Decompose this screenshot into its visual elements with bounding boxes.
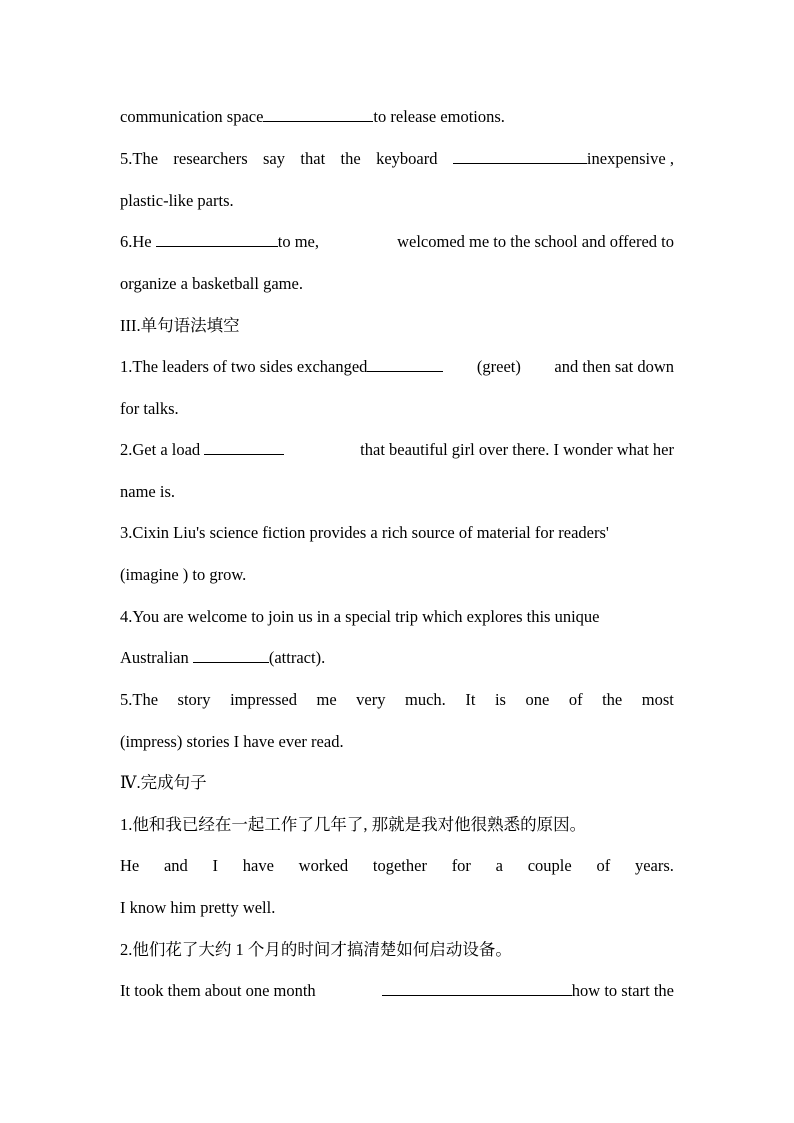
text: 2.他们花了大约 1 个月的时间才搞清楚如何启动设备。 <box>120 940 512 959</box>
text-line <box>120 439 674 461</box>
text-line <box>120 647 674 669</box>
text: 1.The leaders of two sides exchanged <box>120 357 368 376</box>
answer-blank[interactable] <box>263 106 373 122</box>
word: have <box>242 856 274 875</box>
text: 3.Cixin Liu's science fiction provides a rich source of material for readers' <box>120 523 609 542</box>
word: couple <box>527 856 572 875</box>
text: inexpensive , <box>586 149 674 168</box>
text-line <box>120 980 674 1002</box>
word: story <box>177 690 211 709</box>
text: researchers <box>173 149 248 168</box>
text: welcomed me to the school and offered to <box>397 232 674 251</box>
word: is <box>494 690 506 709</box>
word: of <box>568 690 583 709</box>
word: me <box>316 690 337 709</box>
text: I know him pretty well. <box>120 898 276 917</box>
text: (imagine ) to grow. <box>120 565 247 584</box>
word: for <box>451 856 471 875</box>
text-line <box>120 148 674 170</box>
word: I <box>212 856 219 875</box>
text: for talks. <box>120 399 179 418</box>
word: very <box>356 690 386 709</box>
word: worked <box>298 856 349 875</box>
word: of <box>596 856 611 875</box>
text: 1.他和我已经在一起工作了几年了, 那就是我对他很熟悉的原因。 <box>120 815 587 834</box>
answer-blank[interactable] <box>156 231 278 247</box>
text-line <box>120 731 674 753</box>
section-heading <box>120 315 674 337</box>
text-with-blank <box>120 231 319 253</box>
text-line <box>120 606 674 628</box>
text-line <box>120 398 674 420</box>
text-with-blank <box>120 439 284 461</box>
text: Australian <box>120 648 189 667</box>
text: how to start the <box>571 981 674 1000</box>
text: III.单句语法填空 <box>120 316 240 335</box>
text: (attract). <box>268 648 326 667</box>
text: 2.Get a load <box>120 440 201 459</box>
word: 5.The <box>120 690 159 709</box>
text-line <box>120 897 674 919</box>
text: to me, <box>277 232 319 251</box>
answer-blank[interactable] <box>193 647 269 663</box>
text-line <box>120 814 674 836</box>
text-line <box>120 939 674 961</box>
text-line <box>120 190 674 212</box>
word: together <box>372 856 427 875</box>
text: communication space <box>120 107 264 126</box>
text: and then sat down <box>554 357 674 376</box>
word: impressed <box>230 690 297 709</box>
text: 6.He <box>120 232 152 251</box>
word: It <box>465 690 476 709</box>
text: Ⅳ.完成句子 <box>120 773 207 792</box>
word: He <box>120 856 140 875</box>
text-with-blank <box>382 980 674 1002</box>
text: keyboard <box>376 149 438 168</box>
text: 4.You are welcome to join us in a special trip which explores this unique <box>120 607 600 626</box>
text: that beautiful girl over there. I wonder what her <box>360 440 674 459</box>
word: the <box>602 690 623 709</box>
text-line <box>120 273 674 295</box>
text-line <box>120 481 674 503</box>
word: and <box>163 856 188 875</box>
text: say <box>263 149 286 168</box>
text: (greet) <box>476 357 521 376</box>
text-line <box>120 231 674 253</box>
word: most <box>641 690 674 709</box>
text-line <box>120 356 674 378</box>
text-line <box>120 106 674 128</box>
text: name is. <box>120 482 175 501</box>
text-line <box>120 855 674 877</box>
answer-blank[interactable] <box>367 356 443 372</box>
text: to release emotions. <box>373 107 505 126</box>
word: much. <box>405 690 446 709</box>
text: plastic-like parts. <box>120 191 234 210</box>
text: organize a basketball game. <box>120 274 303 293</box>
answer-blank[interactable] <box>453 148 587 164</box>
text: 5.The <box>120 149 159 168</box>
section-heading <box>120 772 674 794</box>
text-with-blank <box>120 356 443 378</box>
text-line <box>120 689 674 711</box>
answer-blank[interactable] <box>382 980 572 996</box>
word: years. <box>634 856 674 875</box>
text: It took them about one month <box>120 981 316 1000</box>
text: that <box>300 149 326 168</box>
answer-blank[interactable] <box>204 439 284 455</box>
text-with-blank <box>453 148 674 170</box>
text-line <box>120 564 674 586</box>
word: a <box>495 856 503 875</box>
text: the <box>340 149 361 168</box>
word: one <box>525 690 550 709</box>
text-line <box>120 522 674 544</box>
text: (impress) stories I have ever read. <box>120 732 344 751</box>
